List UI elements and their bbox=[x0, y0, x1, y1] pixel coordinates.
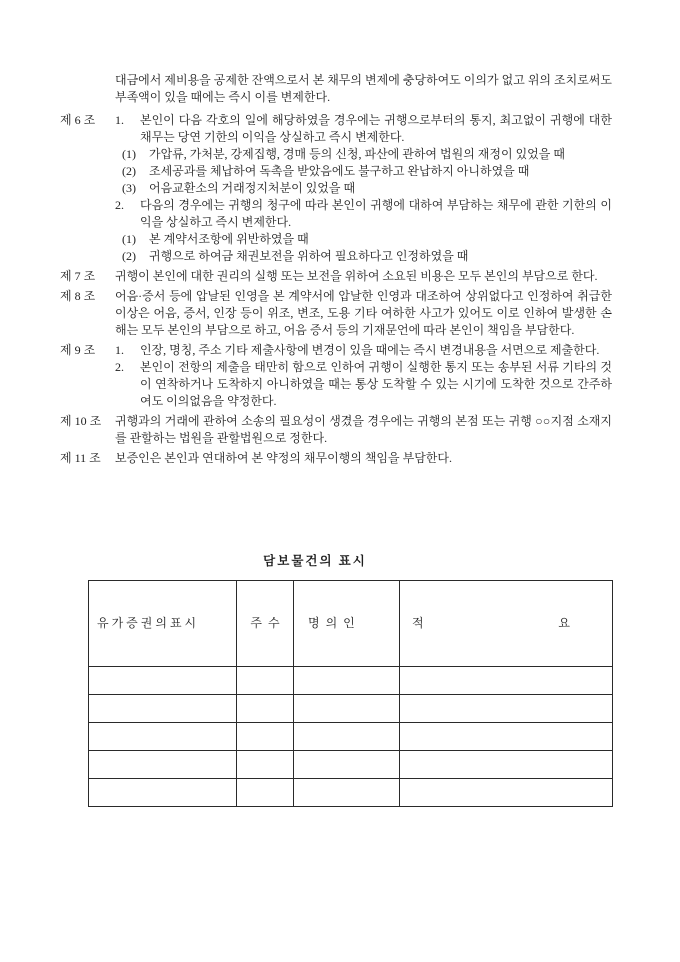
header-share-count: 주 수 bbox=[237, 581, 294, 667]
subitem-text: 본 계약서조항에 위반하였을 때 bbox=[149, 232, 309, 246]
collateral-table-body bbox=[89, 667, 613, 807]
subitem-text: 조세공과를 체납하여 독촉을 받았음에도 불구하고 완납하지 아니하였을 때 bbox=[149, 164, 530, 178]
collateral-empty-cell bbox=[294, 667, 400, 695]
collateral-table-title: 담보물건의 표시 bbox=[263, 554, 367, 568]
article-7 bbox=[60, 268, 612, 285]
collateral-empty-cell bbox=[294, 779, 400, 807]
collateral-empty-cell bbox=[89, 779, 237, 807]
header-securities-description: 유 가 증 권 의 표 시 bbox=[89, 581, 237, 667]
collateral-empty-cell bbox=[237, 779, 294, 807]
subitem-text: 가압류, 가처분, 강제집행, 경매 등의 신청, 파산에 관하여 법원의 재정이 있었을 때 bbox=[149, 147, 565, 161]
article-10-body: 귀행과의 거래에 관하여 소송의 필요성이 생겼을 경우에는 귀행의 본점 또는 귀행 ○○지점 소재지를 관할하는 법원을 관할법원으로 정한다. bbox=[115, 414, 612, 445]
article-6-item-1-sub-3 bbox=[122, 180, 612, 197]
collateral-empty-cell bbox=[89, 667, 237, 695]
item-text: 본인이 전항의 제출을 태만히 함으로 인하여 귀행이 실행한 통지 또는 송부된 서류 기타의 것이 연착하거나 도착하지 아니하였을 때는 통상 도착할 수 있는 시기에 도착한 것으로 간주하여도 이의없음을 약정한다. bbox=[140, 360, 612, 408]
article-6-label: 제 6 조 bbox=[60, 113, 96, 127]
article-10-label: 제 10 조 bbox=[60, 414, 102, 428]
collateral-empty-cell bbox=[237, 723, 294, 751]
collateral-empty-cell bbox=[237, 695, 294, 723]
article-6-item-1 bbox=[115, 112, 612, 146]
article-6-body bbox=[115, 112, 612, 265]
item-number: 2. bbox=[115, 360, 124, 374]
article-8-label: 제 8 조 bbox=[60, 289, 96, 303]
article-9-item-1 bbox=[115, 342, 612, 359]
collateral-header-row bbox=[89, 581, 613, 667]
article-6-item-2-sub-1 bbox=[122, 231, 612, 248]
subitem-text: 어음교환소의 거래정지처분이 있었을 때 bbox=[149, 181, 356, 195]
item-text: 본인이 다음 각호의 일에 해당하였을 경우에는 귀행으로부터의 통지, 최고없이 귀행에 대한 채무는 당연 기한의 이익을 상실하고 즉시 변제한다. bbox=[140, 113, 612, 144]
header-remarks bbox=[400, 581, 613, 667]
collateral-empty-row bbox=[89, 667, 613, 695]
header-holder-name: 명 의 인 bbox=[294, 581, 400, 667]
collateral-empty-row bbox=[89, 751, 613, 779]
collateral-empty-cell bbox=[294, 695, 400, 723]
collateral-empty-cell bbox=[89, 751, 237, 779]
article-8 bbox=[60, 288, 612, 339]
collateral-empty-cell bbox=[400, 751, 613, 779]
article-6 bbox=[60, 112, 612, 265]
article-6-item-2 bbox=[115, 197, 612, 231]
collateral-empty-cell bbox=[400, 695, 613, 723]
collateral-empty-cell bbox=[400, 779, 613, 807]
clause-continuation-paragraph: 대금에서 제비용을 공제한 잔액으로서 본 채무의 변제에 충당하여도 이의가 없고 위의 조치로써도 부족액이 있을 때에는 즉시 이를 변제한다. bbox=[115, 73, 612, 104]
article-8-body: 어음·증서 등에 압날된 인영을 본 계약서에 압날한 인영과 대조하여 상위없다고 인정하여 취급한 이상은 어음, 증서, 인장 등이 위조, 변조, 도용 기타 여하한 사고가 있어도 이로 인하여 발생한 손해는 모두 본인의 부담으로 하고, 어음 증서 등의 기재문언에 따라 본인이 책임을 부담한다. bbox=[115, 289, 612, 337]
subitem-number: (2) bbox=[122, 164, 136, 178]
article-11-label: 제 11 조 bbox=[60, 451, 101, 465]
collateral-empty-cell bbox=[294, 723, 400, 751]
collateral-empty-cell bbox=[237, 751, 294, 779]
article-9-label: 제 9 조 bbox=[60, 343, 96, 357]
item-number: 1. bbox=[115, 343, 124, 357]
collateral-table bbox=[88, 580, 613, 807]
article-9 bbox=[60, 342, 612, 410]
header-remarks-right: 요 bbox=[558, 616, 570, 630]
article-7-body: 귀행이 본인에 대한 권리의 실행 또는 보전을 위하여 소요된 비용은 모두 본인의 부담으로 한다. bbox=[115, 269, 598, 283]
article-11 bbox=[60, 450, 612, 467]
article-6-item-1-sub-2 bbox=[122, 163, 612, 180]
collateral-empty-row bbox=[89, 695, 613, 723]
collateral-empty-cell bbox=[400, 723, 613, 751]
article-7-label: 제 7 조 bbox=[60, 269, 96, 283]
collateral-empty-row bbox=[89, 723, 613, 751]
article-6-item-1-sub-1 bbox=[122, 146, 612, 163]
header-remarks-left: 적 bbox=[412, 616, 424, 630]
article-10 bbox=[60, 413, 612, 447]
article-9-body bbox=[115, 342, 612, 410]
item-text: 인장, 명칭, 주소 기타 제출사항에 변경이 있을 때에는 즉시 변경내용을 서면으로 제출한다. bbox=[140, 343, 600, 357]
article-9-item-2 bbox=[115, 359, 612, 410]
subitem-number: (1) bbox=[122, 232, 136, 246]
collateral-empty-cell bbox=[400, 667, 613, 695]
subitem-number: (1) bbox=[122, 147, 136, 161]
article-11-body: 보증인은 본인과 연대하여 본 약정의 채무이행의 책임을 부담한다. bbox=[115, 451, 452, 465]
subitem-number: (2) bbox=[122, 249, 136, 263]
subitem-text: 귀행으로 하여금 채권보전을 위하여 필요하다고 인정하였을 때 bbox=[149, 249, 469, 263]
collateral-empty-cell bbox=[89, 695, 237, 723]
collateral-empty-cell bbox=[237, 667, 294, 695]
collateral-empty-cell bbox=[294, 751, 400, 779]
item-number: 1. bbox=[115, 113, 124, 127]
collateral-empty-row bbox=[89, 779, 613, 807]
article-6-item-2-sub-2 bbox=[122, 248, 612, 265]
item-text: 다음의 경우에는 귀행의 청구에 따라 본인이 귀행에 대하여 부담하는 채무에 관한 기한의 이익을 상실하고 즉시 변제한다. bbox=[140, 198, 612, 229]
item-number: 2. bbox=[115, 198, 124, 212]
collateral-empty-cell bbox=[89, 723, 237, 751]
subitem-number: (3) bbox=[122, 181, 136, 195]
